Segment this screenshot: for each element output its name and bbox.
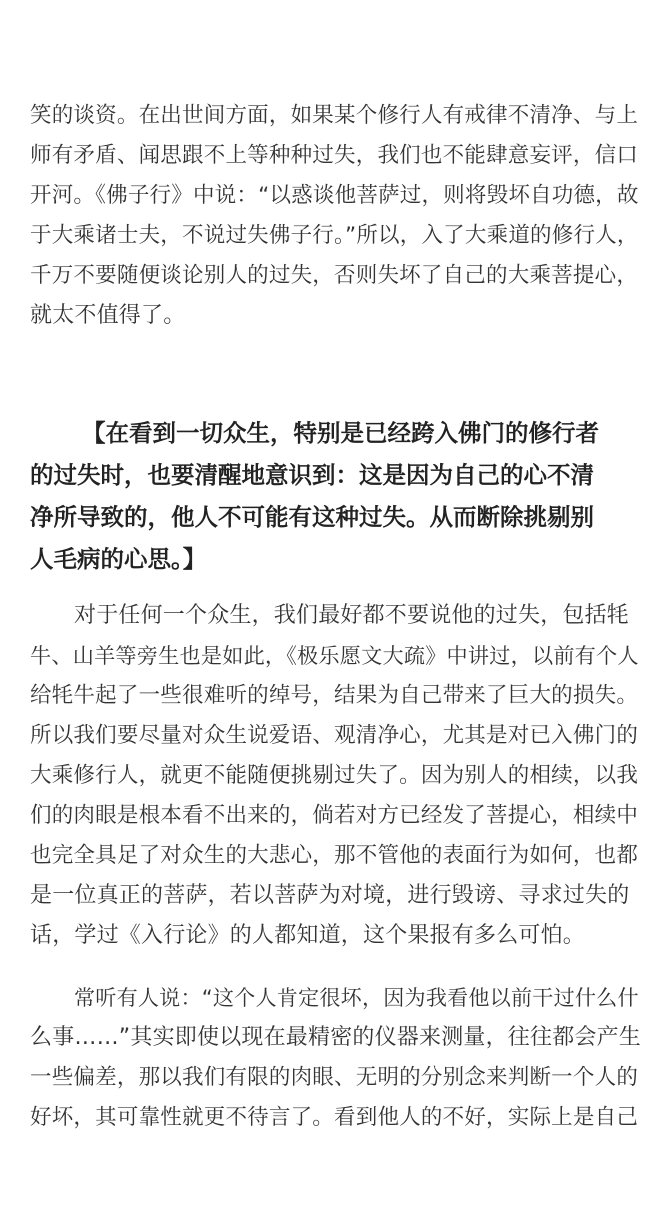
text-line: 开河。《佛子行》中说：“以惑谈他菩萨过，则将毁坏自功德，故	[30, 183, 639, 208]
body-paragraph	[30, 978, 642, 1138]
text-line: 师有矛盾、闻思跟不上等种种过失，我们也不能肆意妄评，信口	[30, 143, 639, 168]
text-line: 一些偏差，那以我们有限的肉眼、无明的分别念来判断一个人的	[30, 1065, 639, 1090]
text-line: 也完全具足了对众生的大悲心，那不管他的表面行为如何，也都	[30, 843, 639, 868]
text-line: 好坏，其可靠性就更不待言了。看到他人的不好，实际上是自己	[30, 1105, 639, 1130]
text-line: 千万不要随便谈论别人的过失，否则失坏了自己的大乘菩提心，	[30, 263, 639, 288]
body-paragraph	[30, 96, 642, 336]
text-line: 于大乘诸士夫，不说过失佛子行。”所以，入了大乘道的修行人，	[30, 223, 639, 248]
text-line: 是一位真正的菩萨，若以菩萨为对境，进行毁谤、寻求过失的	[30, 883, 630, 908]
section-heading	[30, 412, 642, 580]
heading-line: 【在看到一切众生，特别是已经跨入佛门的修行者	[82, 419, 599, 447]
heading-line: 人毛病的心思。】	[30, 545, 207, 573]
body-paragraph	[30, 596, 642, 956]
heading-line: 净所导致的，他人不可能有这种过失。从而断除挑剔别	[30, 503, 594, 531]
text-line: 们的肉眼是根本看不出来的，倘若对方已经发了菩提心，相续中	[30, 803, 639, 828]
text-line: 所以我们要尽量对众生说爱语、观清净心，尤其是对已入佛门的	[30, 723, 639, 748]
text-line: 就太不值得了。	[30, 303, 186, 328]
text-line: 常听有人说：“这个人肯定很坏，因为我看他以前干过什么什	[74, 985, 639, 1010]
text-line: 对于任何一个众生，我们最好都不要说他的过失，包括牦	[74, 603, 630, 628]
heading-line: 的过失时，也要清醒地意识到：这是因为自己的心不清	[30, 461, 594, 489]
text-line: 牛、山羊等旁生也是如此，《极乐愿文大疏》中讲过，以前有个人	[30, 643, 639, 668]
text-line: 大乘修行人，就更不能随便挑剔过失了。因为别人的相续，以我	[30, 763, 639, 788]
text-line: 话，学过《入行论》的人都知道，这个果报有多么可怕。	[30, 923, 586, 948]
text-line: 给牦牛起了一些很难听的绰号，结果为自己带来了巨大的损失。	[30, 683, 639, 708]
text-line: 笑的谈资。在出世间方面，如果某个修行人有戒律不清净、与上	[30, 103, 639, 128]
text-line: 么事……”其实即使以现在最精密的仪器来测量，往往都会产生	[30, 1025, 641, 1050]
